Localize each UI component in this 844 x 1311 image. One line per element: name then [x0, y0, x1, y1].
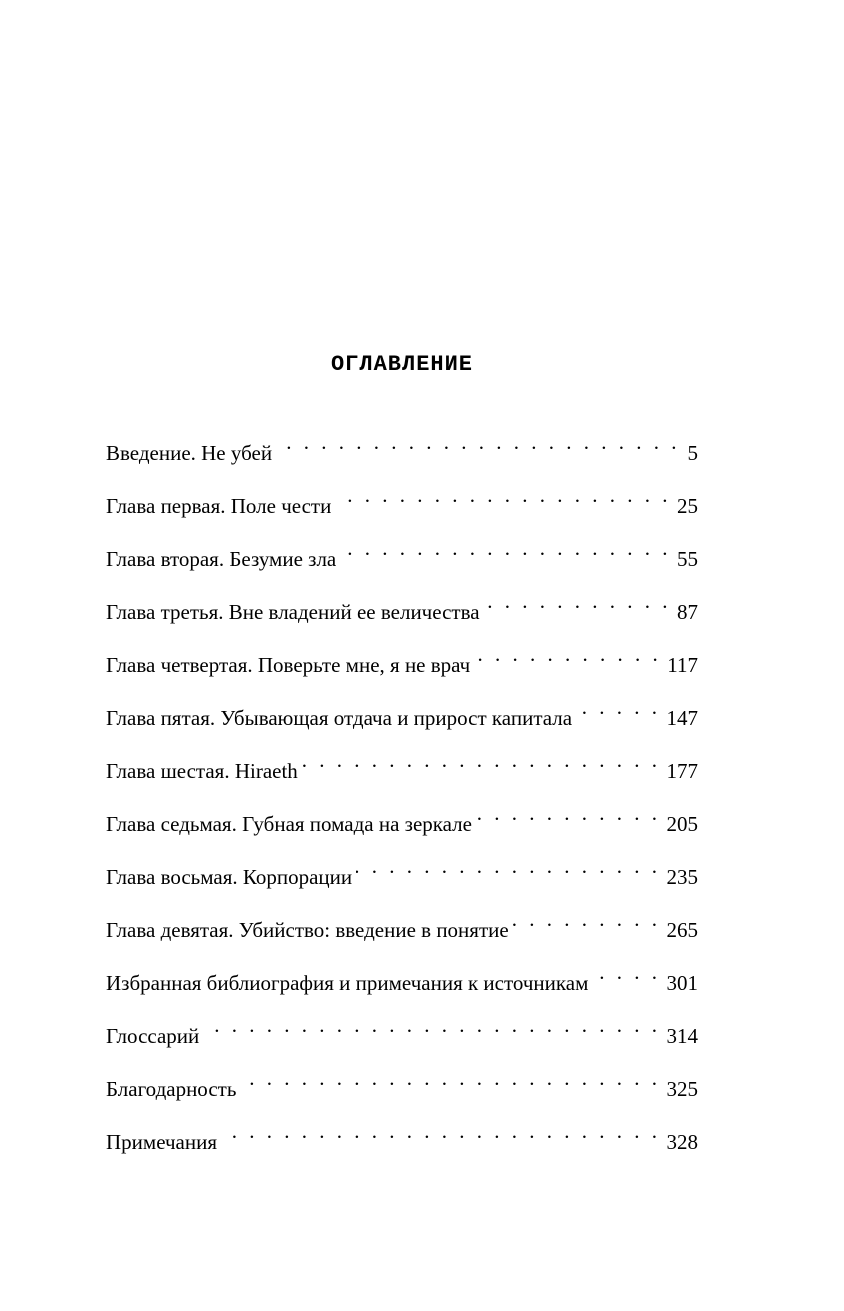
toc-entry-page: 55	[677, 547, 698, 571]
toc-entry-page: 325	[666, 1077, 698, 1101]
dot-leader	[221, 1113, 660, 1149]
toc-entry-label: Введение. Не убей	[106, 441, 273, 465]
dot-leader	[576, 689, 660, 725]
table-of-contents	[106, 424, 698, 1166]
toc-entry-label: Глоссарий	[106, 1024, 200, 1048]
toc-entry	[106, 477, 698, 530]
toc-entry-label: Благодарность	[106, 1077, 237, 1101]
toc-entry-label: Глава восьмая. Корпорации	[106, 865, 353, 889]
toc-entry-label: Глава шестая. Hiraeth	[106, 759, 298, 783]
toc-entry-label: Избранная библиография и примечания к источникам	[106, 971, 589, 995]
toc-entry-page: 25	[677, 494, 698, 518]
dot-leader	[240, 1060, 660, 1096]
toc-entry-page: 117	[667, 653, 698, 677]
page-title: ОГЛАВЛЕНИЕ	[330, 352, 474, 377]
toc-entry-label: Глава четвертая. Поверьте мне, я не врач	[106, 653, 471, 677]
toc-entry	[106, 583, 698, 636]
toc-entry	[106, 742, 698, 795]
toc-entry-label: Глава третья. Вне владений ее величества	[106, 600, 480, 624]
dot-leader	[356, 848, 660, 884]
toc-entry-label: Глава девятая. Убийство: введение в понятие	[106, 918, 509, 942]
toc-entry-page: 314	[666, 1024, 698, 1048]
toc-entry-page: 147	[666, 706, 698, 730]
toc-entry-page: 205	[666, 812, 698, 836]
toc-entry-page: 265	[666, 918, 698, 942]
toc-entry-page: 5	[687, 441, 698, 465]
toc-entry-label: Глава вторая. Безумие зла	[106, 547, 337, 571]
toc-entry	[106, 530, 698, 583]
toc-entry	[106, 1007, 698, 1060]
toc-entry-page: 235	[666, 865, 698, 889]
toc-entry	[106, 424, 698, 477]
toc-entry	[106, 1060, 698, 1113]
dot-leader	[476, 795, 661, 831]
toc-entry-page: 177	[666, 759, 698, 783]
toc-entry	[106, 689, 698, 742]
toc-entry-page: 328	[666, 1130, 698, 1154]
toc-entry	[106, 795, 698, 848]
toc-entry	[106, 636, 698, 689]
dot-leader	[276, 424, 680, 460]
toc-entry-page: 87	[677, 600, 698, 624]
toc-entry-label: Примечания	[106, 1130, 218, 1154]
toc-entry-label: Глава первая. Поле чести	[106, 494, 332, 518]
dot-leader	[335, 477, 671, 513]
toc-entry-page: 301	[666, 971, 698, 995]
dot-leader	[340, 530, 671, 566]
dot-leader	[474, 636, 661, 672]
toc-entry	[106, 901, 698, 954]
dot-leader	[484, 583, 671, 619]
dot-leader	[302, 742, 661, 778]
toc-entry-label: Глава седьмая. Губная помада на зеркале	[106, 812, 472, 836]
toc-entry	[106, 848, 698, 901]
dot-leader	[592, 954, 660, 990]
dot-leader	[203, 1007, 660, 1043]
toc-entry	[106, 954, 698, 1007]
dot-leader	[513, 901, 661, 937]
toc-entry-label: Глава пятая. Убывающая отдача и прирост капитала	[106, 706, 573, 730]
toc-entry	[106, 1113, 698, 1166]
